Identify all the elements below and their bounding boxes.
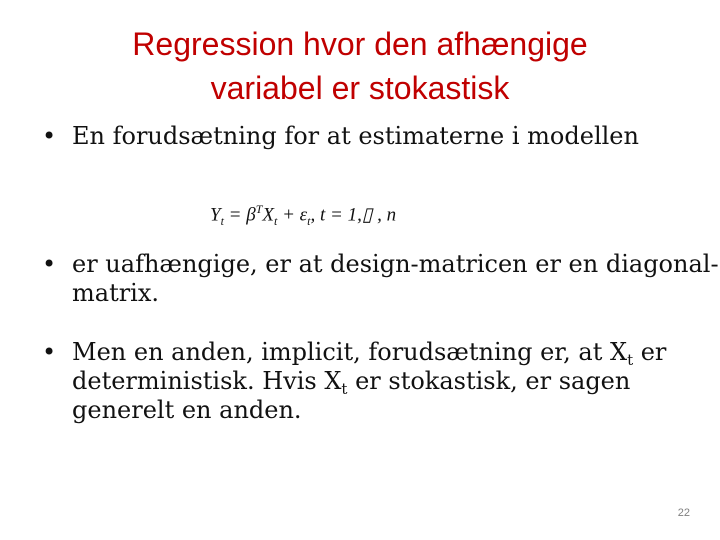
bullet-text-part-a: Men en anden, implicit, forudsætning er, at X [72,338,628,366]
equation-range: , t = 1, [310,204,362,226]
regression-equation [210,202,450,236]
bullet-subscript-a: t [627,351,634,369]
equation-y-subscript: t [220,214,224,229]
bullet-text-part-c: er stokastisk, er sagen generelt en anden. [72,367,631,424]
bullet-subscript-b: t [341,380,348,398]
bullet-symbol: • [42,122,57,150]
bullet-text: En forudsætning for at estimaterne i modellen [72,122,639,150]
bullet-item-1 [40,122,700,151]
equation-equals-beta: = β [223,204,256,226]
page-number: 22 [677,507,690,519]
equation-x: X [262,204,275,226]
equation-y: Y [210,204,221,226]
bullet-item-2 [40,250,720,308]
bullet-item-3 [40,338,720,425]
bullet-symbol: • [42,338,57,366]
equation-end: , n [372,204,397,226]
bullet-text-part-b: er deterministisk. Hvis X [72,338,667,395]
title-line-1: Regression hvor den afhængige [132,26,588,62]
equation-x-subscript: t [274,214,278,229]
equation-epsilon-subscript: t [307,214,311,229]
title-line-2: variabel er stokastisk [210,70,510,106]
bullet-list [40,122,700,151]
equation-beta-superscript: T [255,202,263,216]
bullet-symbol: • [42,250,57,278]
equation-missing-glyph: ▯ [361,204,373,226]
slide-title [60,22,660,110]
equation-plus-epsilon: + ε [277,204,308,226]
bullet-text: er uafhængige, er at design-matricen er en diagonal-matrix. [72,250,719,307]
